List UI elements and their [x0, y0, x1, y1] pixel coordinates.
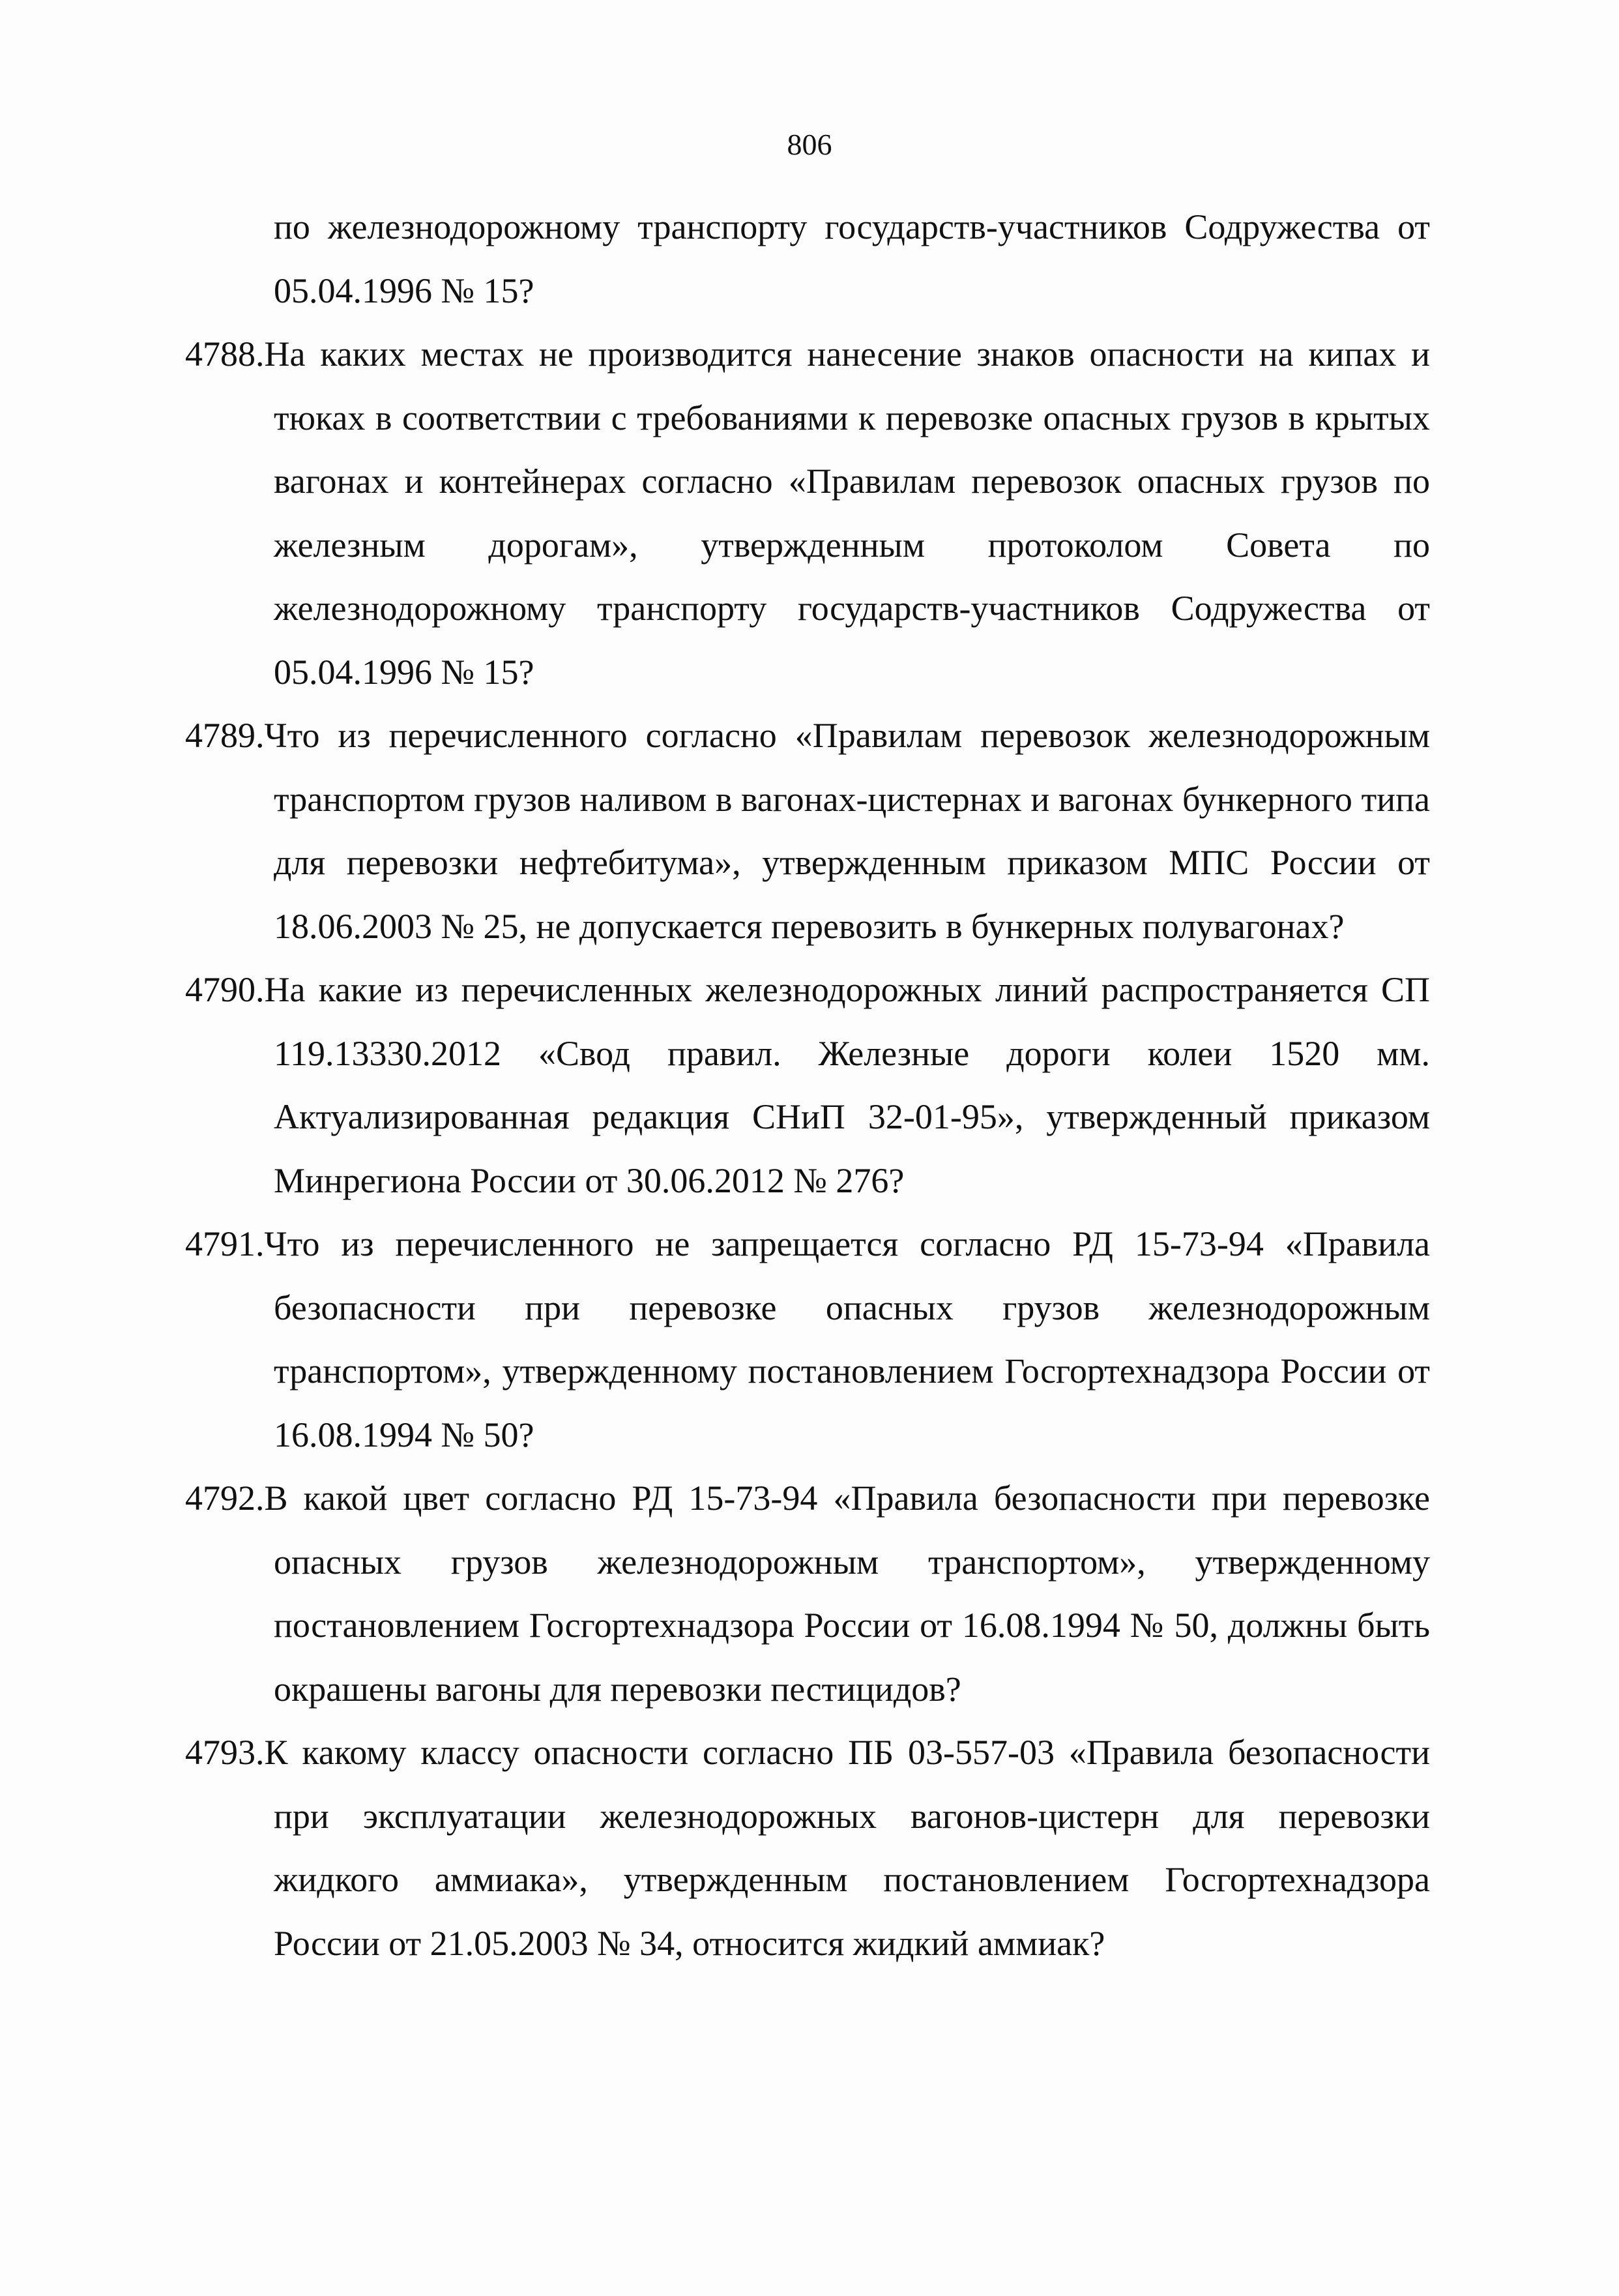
question-text: В какой цвет согласно РД 15-73-94 «Правила безопасности при перевозке опасных грузов железнодорожным транспортом», утвержденному постановлением Госгортехнадзора России от 16.08.1994 № 50, должны быть окрашены вагоны для перевозки пестицидов? — [264, 1479, 1430, 1709]
question-number: 4792. — [185, 1479, 265, 1518]
question-text: Что из перечисленного не запрещается согласно РД 15-73-94 «Правила безопасности при перевозке опасных грузов железнодорожным транспортом», утвержденному постановлением Госгортехнадзора России от 16.08.1994 № 50? — [264, 1224, 1430, 1454]
question-text: К какому классу опасности согласно ПБ 03-557-03 «Правила безопасности при эксплуатации железнодорожных вагонов-цистерн для перевозки жидкого аммиака», утвержденным постановлением Госгортехнадзора России от 21.05.2003 № 34, относится жидкий аммиак? — [264, 1733, 1430, 1963]
document-body — [185, 196, 1430, 1975]
question-number: 4791. — [185, 1224, 265, 1263]
continuation-paragraph: по железнодорожному транспорту государств-участников Содружества от 05.04.1996 № 15? — [274, 207, 1430, 310]
question-text: Что из перечисленного согласно «Правилам перевозок железнодорожным транспортом грузов наливом в вагонах-цистернах и вагонах бункерного типа для перевозки нефтебитума», утвержденным приказом МПС России от 18.06.2003 № 25, не допускается перевозить в бункерных полувагонах? — [264, 716, 1430, 946]
question-4792 — [185, 1467, 1430, 1721]
question-4793 — [185, 1721, 1430, 1975]
page-number: 806 — [787, 128, 832, 161]
question-number: 4789. — [185, 716, 265, 755]
question-4791 — [185, 1213, 1430, 1467]
question-number: 4793. — [185, 1733, 265, 1772]
question-number: 4790. — [185, 970, 265, 1009]
question-4790 — [185, 958, 1430, 1213]
question-number: 4788. — [185, 334, 265, 374]
question-text: На какие из перечисленных железнодорожных линий распространяется СП 119.13330.2012 «Свод правил. Железные дороги колеи 1520 мм. Актуализированная редакция СНиП 32-01-95», утвержденный приказом Минрегиона России от 30.06.2012 № 276? — [264, 970, 1430, 1200]
question-text: На каких местах не производится нанесение знаков опасности на кипах и тюках в соответствии с требованиями к перевозке опасных грузов в крытых вагонах и контейнерах согласно «Правилам перевозок опасных грузов по железным дорогам», утвержденным протоколом Совета по железнодорожному транспорту государств-участников Содружества от 05.04.1996 № 15? — [264, 334, 1430, 692]
question-4788 — [185, 323, 1430, 704]
question-4789 — [185, 704, 1430, 958]
